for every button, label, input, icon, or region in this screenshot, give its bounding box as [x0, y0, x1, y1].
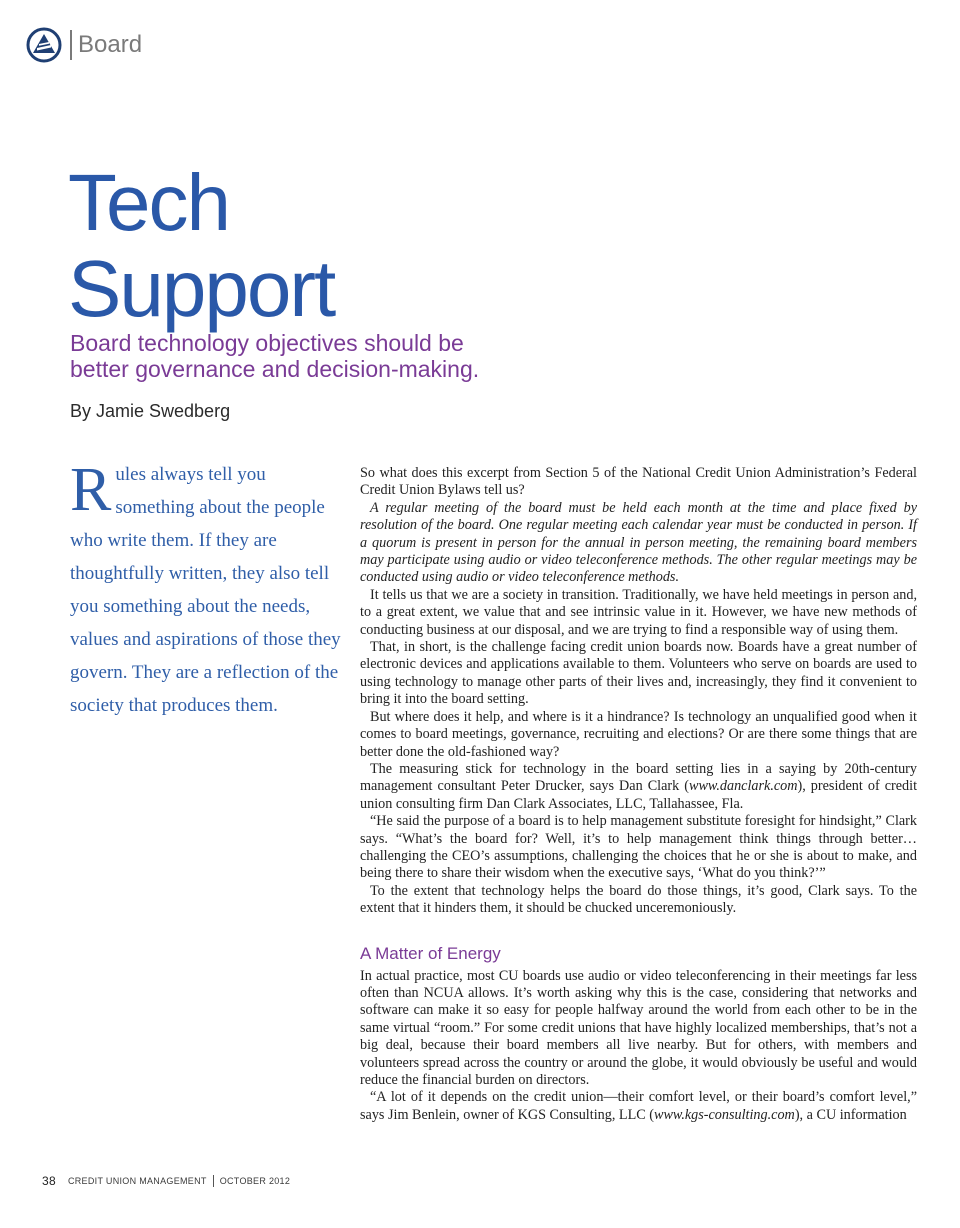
drop-cap: R: [70, 456, 112, 524]
lede-text: ules always tell you something about the people who write them. If they are thoughtfully written, they also tell you something about the needs, values and aspirations of those they govern. They are a reflection of the society that produces them.: [70, 464, 341, 716]
body-paragraph-4: But where does it help, and where is it a hindrance? Is technology an unqualified good when it comes to board meetings, governance, recruiting and elections? Or are there some things that are better done the old-fashioned way?: [360, 708, 917, 760]
body-paragraph-1: So what does this excerpt from Section 5 of the National Credit Union Administration’s Federal Credit Union Bylaws tell us?: [360, 465, 917, 499]
subtitle-line-2: better governance and decision-making.: [70, 356, 480, 382]
section-label: Board: [78, 31, 143, 58]
body-paragraph-3: That, in short, is the challenge facing credit union boards now. Boards have a great number of electronic devices and applications available to them. Volunteers who serve on boards are used to using technology to manage other parts of their lives and, increasingly, they find it convenient to bring it into the board setting.: [360, 639, 917, 708]
title-line-1: Tech: [68, 158, 229, 247]
lede-pull-text: [70, 458, 342, 722]
body-paragraph-5-text-b: ), president of credit union consulting firm Dan Clark Associates, LLC, Tallahassee, Fla.: [360, 778, 918, 812]
section-heading: A Matter of Energy: [360, 943, 501, 963]
danclark-link[interactable]: www.danclark.com: [689, 778, 798, 795]
body-paragraph-9: [360, 1089, 917, 1124]
article-title: [68, 160, 334, 332]
bylaws-quote: A regular meeting of the board must be held each month at the time and place fixed by resolution of the board. One regular meeting each calendar year must be conducted in person. If a quorum is present in person for the annual in person meeting, the remaining board members may participate using audio or video teleconference methods. The other regular meetings may be conducted using audio or video teleconference methods.: [360, 499, 917, 586]
cu-triangle-logo-icon: [26, 27, 62, 63]
body-paragraph-7: To the extent that technology helps the board do those things, it’s good, Clark says. To the extent that it hinders them, it should be chucked unceremoniously.: [360, 882, 917, 917]
kgs-consulting-link[interactable]: www.kgs-consulting.com: [653, 1106, 795, 1123]
body-paragraph-6: “He said the purpose of a board is to help management substitute foresight for hindsight,” Clark says. “What’s the board for? Well, it’s to help management think things through better… challenging the CEO’s assumptions, challenging the choices that he or she is about to make, and being there to share their wisdom when the executive says, ‘What do you think?’”: [360, 813, 917, 882]
body-paragraph-2: It tells us that we are a society in transition. Traditionally, we have held meetings in person and, to a great extent, we value that and see intrinsic value in it. However, we have new methods of conducting business at our disposal, and we are trying to find a responsible way of using them.: [360, 586, 917, 638]
subtitle-line-1: Board technology objectives should be: [70, 330, 464, 356]
header-divider: [70, 30, 72, 60]
article-subtitle: [70, 330, 510, 382]
publication-name: CREDIT UNION MANAGEMENT: [67, 1176, 207, 1186]
title-line-2: Support: [68, 244, 335, 333]
body-paragraph-8: In actual practice, most CU boards use audio or video teleconferencing in their meetings far less often than NCUA allows. It’s worth asking why this is the case, considering that networks and software can make it so easy for people halfway around the world from each other to be in the same virtual “room.” For some credit unions that have highly localized memberships, that’s not a big deal, because their board members all live nearby. But for others, with members and volunteers spread across the country or around the globe, it would obviously be useful and would reduce the financial burden on directors.: [360, 967, 917, 1088]
body-paragraph-9-text-b: ), a CU information: [794, 1106, 907, 1123]
footer-divider: [213, 1175, 214, 1187]
body-paragraph-5: [360, 761, 917, 813]
issue-date: OCTOBER 2012: [219, 1176, 291, 1186]
page-footer: [42, 1174, 290, 1188]
article-body: [360, 465, 917, 1124]
page-header: [26, 26, 142, 64]
body-paragraph-9-text-a: “A lot of it depends on the credit union—their comfort level, or their board’s comfort level,” says Jim Benlein, owner of KGS Consulting, LLC (: [360, 1089, 917, 1123]
page-number: 38: [42, 1174, 56, 1188]
byline: By Jamie Swedberg: [70, 401, 231, 421]
body-paragraph-5-text-a: The measuring stick for technology in the board setting lies in a saying by 20th-century management consultant Peter Drucker, says Dan Clark (: [360, 760, 917, 795]
